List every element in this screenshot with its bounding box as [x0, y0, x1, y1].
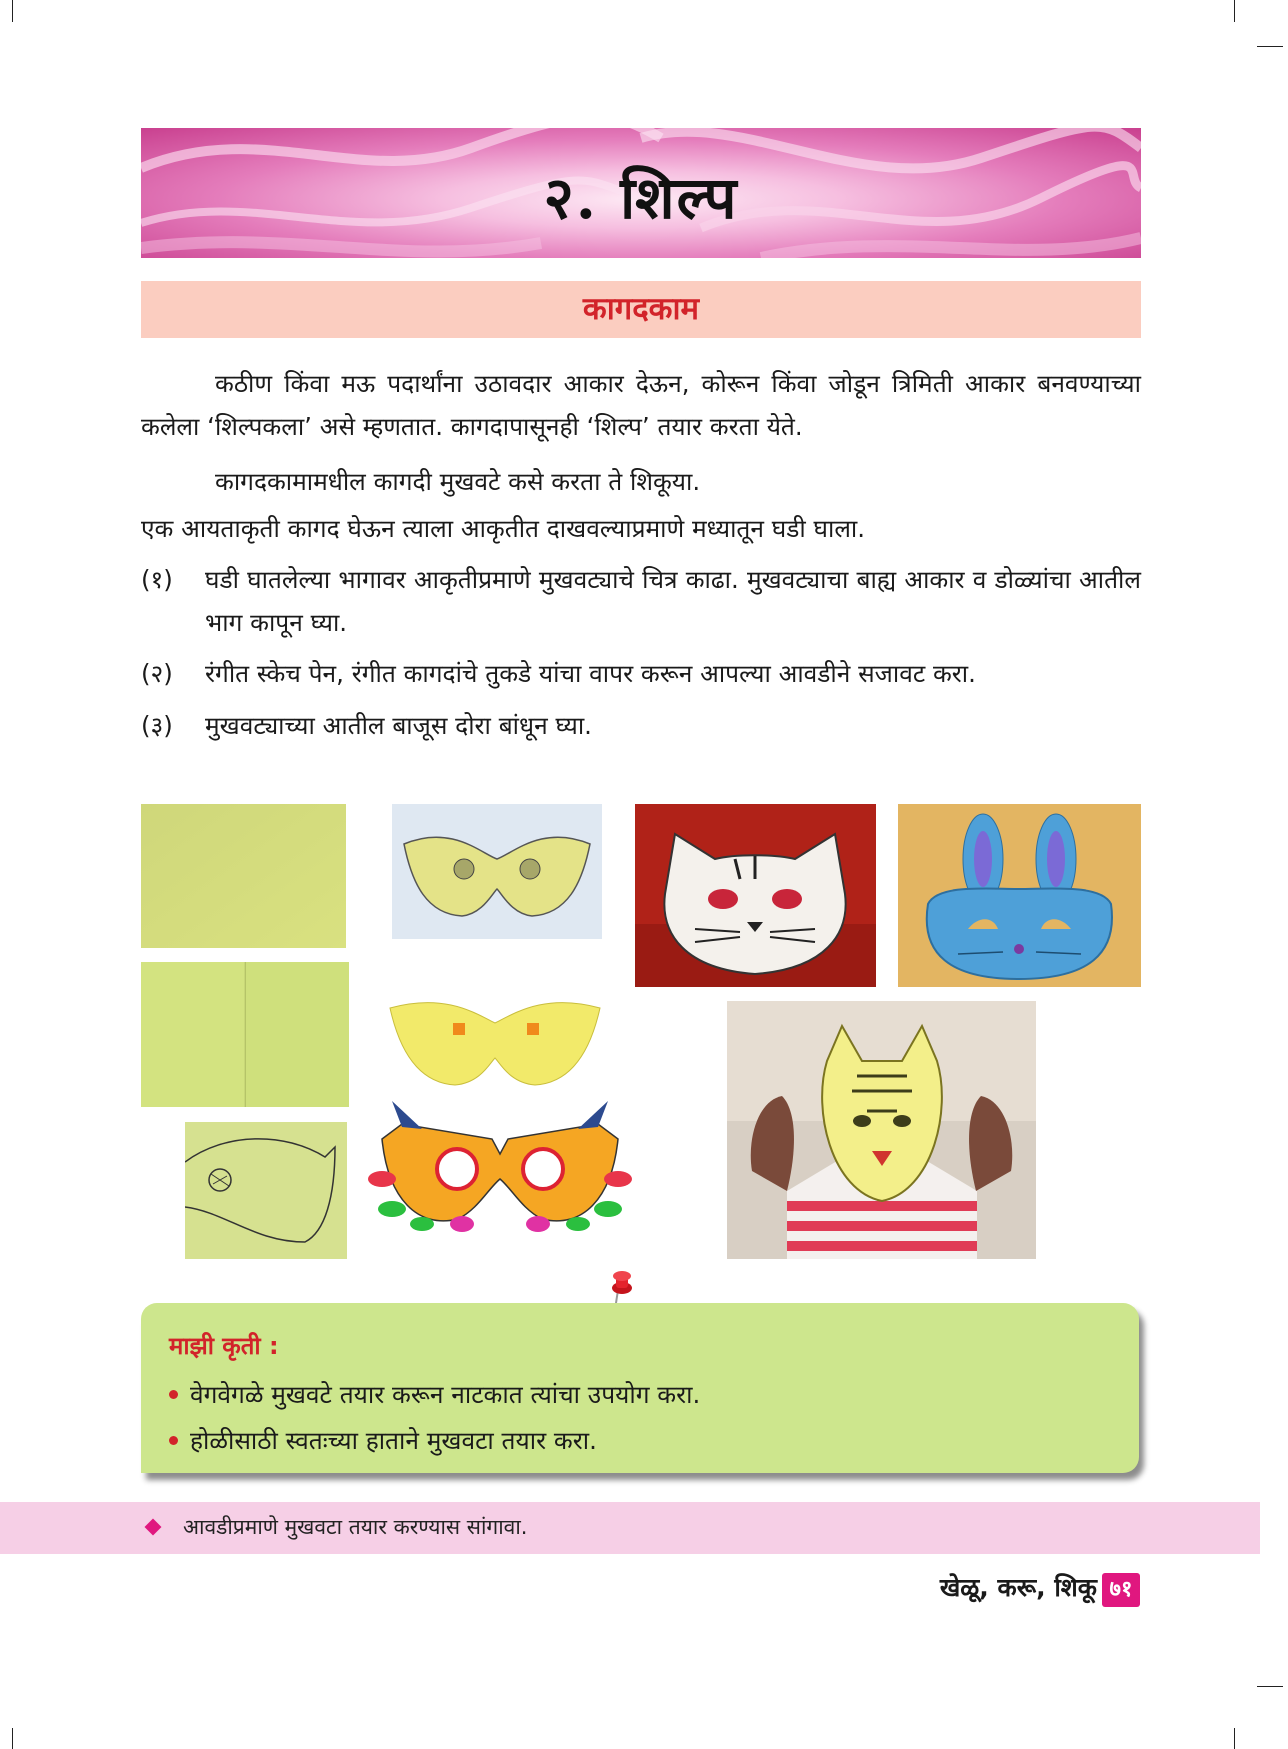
photo-paper-sheet: [141, 804, 346, 948]
step-number: (३): [141, 711, 173, 740]
page-number: ७१: [1102, 1573, 1140, 1607]
book-title: खेळू, करू, शिकू: [939, 1573, 1097, 1602]
crop-mark: [1257, 1686, 1283, 1687]
intro-paragraph: कागदकामामधील कागदी मुखवटे कसे करता ते शिकूया.: [215, 467, 701, 496]
bullet-icon: [169, 1436, 178, 1445]
activity-box: [141, 1303, 1139, 1473]
chapter-title: २. शिल्प: [543, 164, 739, 232]
activity-item-text: वेगवेगळे मुखवटे तयार करून नाटकात त्यांचा उपयोग करा.: [190, 1380, 701, 1409]
step-item: [141, 704, 1141, 747]
photo-mask-cutout: [392, 804, 602, 939]
bullet-icon: [169, 1390, 178, 1399]
step-text: घडी घातलेल्या भागावर आकृतीप्रमाणे मुखवट्याचे चित्र काढा. मुखवट्याचा बाह्य आकार व डोळ्यांचा आतील भाग कापून घ्या.: [205, 565, 1141, 637]
photo-paper-folded: [141, 962, 349, 1107]
step-number: (१): [141, 565, 173, 594]
activity-title: माझी कृती :: [169, 1332, 279, 1360]
crop-mark: [1234, 0, 1235, 22]
step-text: रंगीत स्केच पेन, रंगीत कागदांचे तुकडे यांचा वापर करून आपल्या आवडीने सजावट करा.: [205, 659, 976, 688]
crop-mark: [12, 0, 13, 22]
activity-item-text: होळीसाठी स्वतःच्या हाताने मुखवटा तयार करा.: [190, 1426, 597, 1455]
intro-paragraph: कठीण किंवा मऊ पदार्थांना उठावदार आकार देऊन, कोरून किंवा जोडून त्रिमिती आकार बनवण्याच्या कलेला ‘शिल्पकला’ असे म्हणतात. कागदापासूनही ‘शिल्प’ तयार करता येते.: [141, 369, 1141, 441]
step-text: मुखवट्याच्या आतील बाजूस दोरा बांधून घ्या.: [205, 711, 592, 740]
crop-mark: [1234, 1728, 1235, 1749]
photo-child-tiger-mask: [727, 1001, 1036, 1259]
step-item: [141, 652, 1141, 695]
chapter-banner: [141, 128, 1141, 258]
activity-item: [169, 1424, 597, 1457]
teacher-note-text: आवडीप्रमाणे मुखवटा तयार करण्यास सांगावा.: [183, 1515, 528, 1539]
photo-decorated-mask: [362, 1099, 638, 1242]
photo-cat-mask: [635, 804, 876, 987]
intro-paragraph: एक आयताकृती कागद घेऊन त्याला आकृतीत दाखवल्याप्रमाणे मध्यातून घडी घाला.: [141, 514, 866, 543]
crop-mark: [12, 1728, 13, 1749]
step-number: (२): [141, 659, 173, 688]
crop-mark: [1257, 46, 1283, 47]
activity-item: [169, 1378, 700, 1411]
section-heading: कागदकाम: [141, 281, 1141, 338]
step-item: [141, 558, 1141, 644]
photo-rabbit-mask: [898, 804, 1141, 987]
photo-paper-mask-drawing: [185, 1122, 347, 1259]
photo-yellow-mask: [385, 993, 605, 1093]
